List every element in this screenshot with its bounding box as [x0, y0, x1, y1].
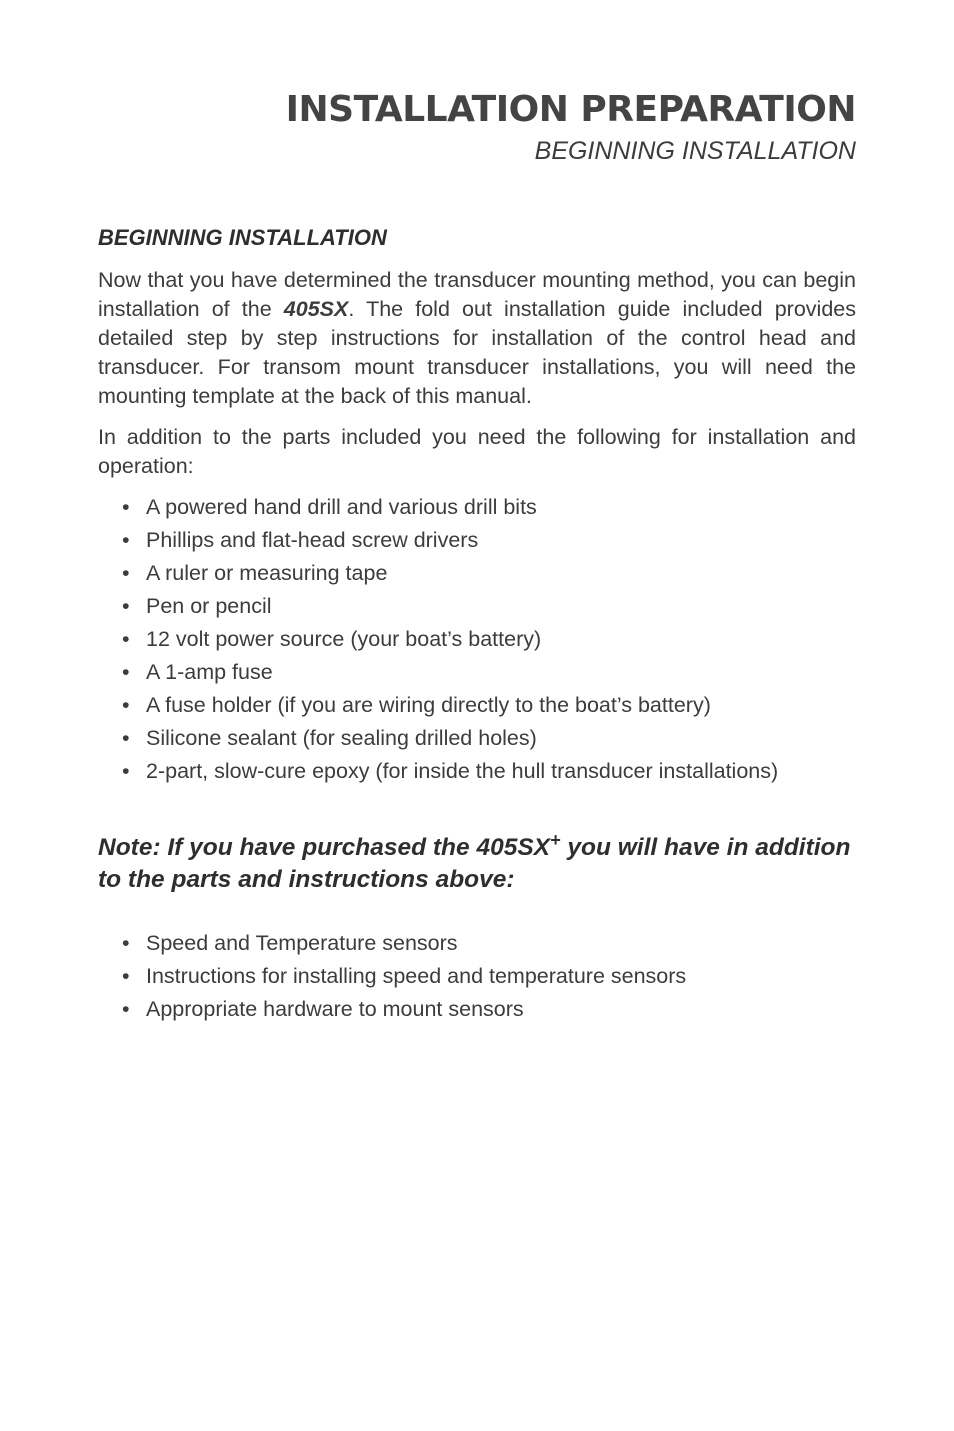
page-subtitle: BEGINNING INSTALLATION	[534, 137, 856, 165]
list-item: • Instructions for installing speed and temperature sensors	[122, 960, 856, 993]
note-text-end: you will have in addition to the parts and instructions above:	[98, 834, 851, 893]
bullet-icon: •	[122, 997, 130, 1021]
bullet-icon: •	[122, 726, 130, 750]
bullet-icon: •	[122, 759, 130, 783]
intro-text-start: Now that you have determined the transducer mounting method, you can begin installation of the	[98, 268, 856, 321]
bullet-icon: •	[122, 594, 130, 618]
list-item: • 12 volt power source (your boat’s battery)	[122, 623, 856, 656]
bullet-icon: •	[122, 495, 130, 519]
additional-items-list	[122, 927, 856, 1026]
bullet-icon: •	[122, 931, 130, 955]
intro-text-end: . The fold out installation guide included provides detailed step by step instructions for installation of the control head and transducer. For transom mount transducer installations, you will need the mounting template at the back of this manual.	[98, 297, 856, 408]
list-item: • A ruler or measuring tape	[122, 557, 856, 590]
list-item: • A 1-amp fuse	[122, 656, 856, 689]
intro-paragraph	[98, 266, 856, 411]
list-item: • A powered hand drill and various drill bits	[122, 491, 856, 524]
list-item: • Phillips and flat-head screw drivers	[122, 524, 856, 557]
note-heading	[98, 832, 856, 896]
page-title: INSTALLATION PREPARATION	[285, 89, 856, 130]
plus-superscript: +	[550, 830, 561, 850]
bullet-icon: •	[122, 627, 130, 651]
list-item: • A fuse holder (if you are wiring directly to the boat’s battery)	[122, 689, 856, 722]
list-item: • Silicone sealant (for sealing drilled holes)	[122, 722, 856, 755]
section-heading: BEGINNING INSTALLATION	[98, 225, 387, 250]
note-text-start: Note: If you have purchased the 405SX	[98, 834, 551, 861]
bullet-icon: •	[122, 660, 130, 684]
bullet-icon: •	[122, 561, 130, 585]
list-item: • Speed and Temperature sensors	[122, 927, 856, 960]
bullet-icon: •	[122, 528, 130, 552]
bullet-icon: •	[122, 964, 130, 988]
required-items-list	[122, 491, 856, 788]
product-name: 405SX	[283, 297, 349, 321]
list-item: • Appropriate hardware to mount sensors	[122, 993, 856, 1026]
parts-paragraph: In addition to the parts included you need the following for installation and operation:	[98, 425, 856, 478]
list-item: • 2-part, slow-cure epoxy (for inside the hull transducer installations)	[122, 755, 856, 788]
page-header	[98, 88, 856, 166]
bullet-icon: •	[122, 693, 130, 717]
list-item: • Pen or pencil	[122, 590, 856, 623]
